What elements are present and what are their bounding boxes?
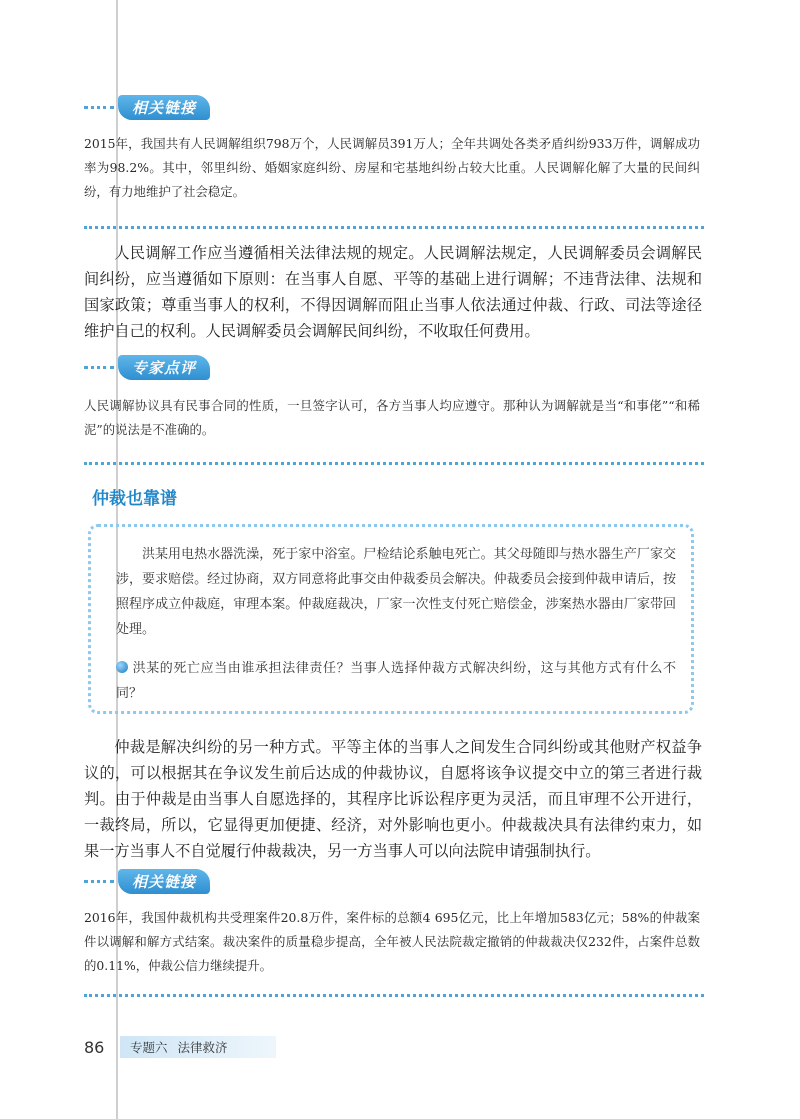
related-link-label: 相关链接: [118, 95, 210, 120]
case-text: 洪某用电热水器洗澡，死于家中浴室。尸检结论系触电死亡。其父母随即与热水器生产厂家交涉，要求赔偿。经过协商，双方同意将此事交由仲裁委员会解决。仲裁委员会接到仲裁申请后，按照程序成立仲裁庭，审理本案。仲裁庭裁决，厂家一次性支付死亡赔偿金，涉案热水器由厂家带回处理。: [116, 547, 676, 637]
body-paragraph-1: 人民调解工作应当遵循相关法律法规的规定。人民调解法规定，人民调解委员会调解民间纠纷，应当遵循如下原则：在当事人自愿、平等的基础上进行调解；不违背法律、法规和国家政策；尊重当事人的权利，不得因调解而阻止当事人依法通过仲裁、行政、司法等途径维护自己的权利。人民调解委员会调解民间纠纷，不收取任何费用。: [84, 244, 702, 340]
expert-comment-header: [84, 354, 210, 380]
page-number: 86: [84, 1037, 105, 1057]
footer-topic-band: [120, 1036, 276, 1058]
body-paragraph-2: 仲裁是解决纠纷的另一种方式。平等主体的当事人之间发生合同纠纷或其他财产权益争议的，可以根据其在争议发生前后达成的仲裁协议，自愿将该争议提交中立的第三者进行裁判。由于仲裁是由当事人自愿选择的，其程序比诉讼程序更为灵活，而且审理不公开进行，一裁终局，所以，它显得更加便捷、经济，对外影响也更小。仲裁裁决具有法律约束力，如果一方当事人不自觉履行仲裁裁决，另一方当事人可以向法院申请强制执行。: [84, 738, 702, 860]
case-title: 仲裁也靠谱: [92, 489, 177, 509]
expert-comment-label: 专家点评: [118, 355, 210, 380]
case-question-text: 洪某的死亡应当由谁承担法律责任？当事人选择仲裁方式解决纠纷，这与其他方式有什么不同？: [116, 661, 676, 701]
dotted-divider: [84, 994, 704, 997]
dotted-divider: [84, 226, 704, 229]
dotted-divider: [84, 106, 114, 109]
related-link-text-2: 2016年，我国仲裁机构共受理案件20.8万件，案件标的总额4 695亿元，比上年增加583亿元；58%的仲裁案件以调解和解方式结案。裁决案件的质量稳步提高，全年被人民法院裁定撤销的仲裁裁决仅232件，占案件总数的0.11%，仲裁公信力继续提升。: [84, 910, 700, 973]
dotted-divider: [84, 462, 704, 465]
related-link-header-2: [84, 868, 210, 894]
related-link-text-1: 2015年，我国共有人民调解组织798万个，人民调解员391万人；全年共调处各类矛盾纠纷933万件，调解成功率为98.2%。其中，邻里纠纷、婚姻家庭纠纷、房屋和宅基地纠纷占较大比重。人民调解化解了大量的民间纠纷，有力地维护了社会稳定。: [84, 136, 700, 199]
related-link-header-1: [84, 94, 210, 120]
footer-topic-name: 法律救济: [177, 1040, 228, 1055]
dotted-divider: [84, 366, 114, 369]
dotted-divider: [84, 880, 114, 883]
footer-topic: 专题六: [130, 1040, 168, 1055]
related-link-label: 相关链接: [118, 869, 210, 894]
page-footer: [84, 1036, 276, 1058]
case-question: [116, 656, 676, 706]
expert-comment-text: 人民调解协议具有民事合同的性质，一旦签字认可，各方当事人均应遵守。那种认为调解就是当“和事佬”“和稀泥”的说法是不准确的。: [84, 398, 700, 437]
question-bullet-icon: [116, 661, 128, 673]
